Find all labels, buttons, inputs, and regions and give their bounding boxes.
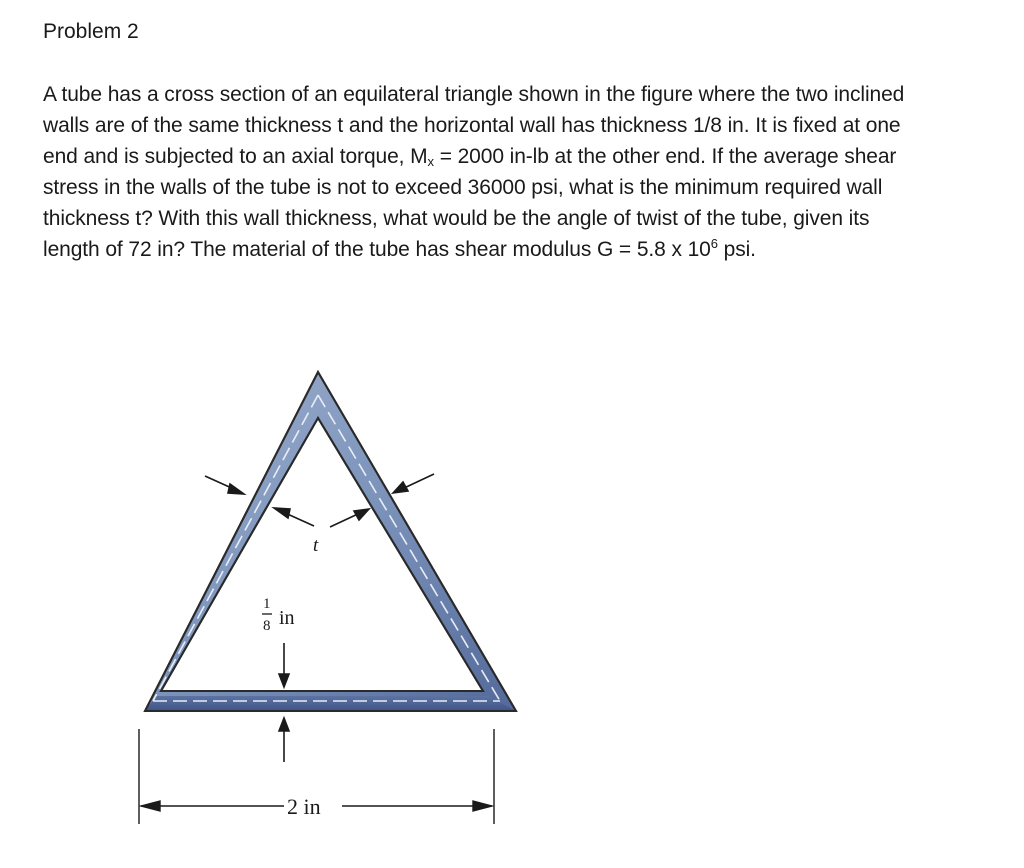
bottom-wall xyxy=(145,696,516,711)
width-label: 2 in xyxy=(287,794,321,819)
problem-line-3-end: = 2000 in-lb at the other end. If the average shear xyxy=(433,145,897,168)
fraction-numerator: 1 xyxy=(263,596,271,612)
centerline-dashed xyxy=(153,395,500,701)
thickness-t-label: t xyxy=(313,535,319,556)
problem-line-5: thickness t? With this wall thickness, what would be the angle of twist of the tube, given its xyxy=(43,207,870,230)
problem-line-4: stress in the walls of the tube is not to exceed 36000 psi, what is the minimum required wall xyxy=(43,176,883,199)
problem-line-3-start: end and is subjected to an axial torque, M xyxy=(43,145,428,168)
problem-line-2: walls are of the same thickness t and the horizontal wall has thickness 1/8 in. It is fixed at one xyxy=(43,114,901,137)
problem-heading: Problem 2 xyxy=(43,20,139,43)
problem-line-6-start: length of 72 in? The material of the tube has shear modulus G = 5.8 x 10 xyxy=(43,238,711,261)
triangle-wall xyxy=(145,372,516,711)
fraction-unit: in xyxy=(279,607,295,629)
exponent-superscript: 6 xyxy=(710,236,718,251)
problem-line-6-end: psi. xyxy=(717,238,756,261)
problem-line-1: A tube has a cross section of an equilateral triangle shown in the figure where the two inclined xyxy=(43,83,905,106)
fraction-denominator: 8 xyxy=(263,618,271,634)
moment-subscript: x xyxy=(427,154,434,169)
